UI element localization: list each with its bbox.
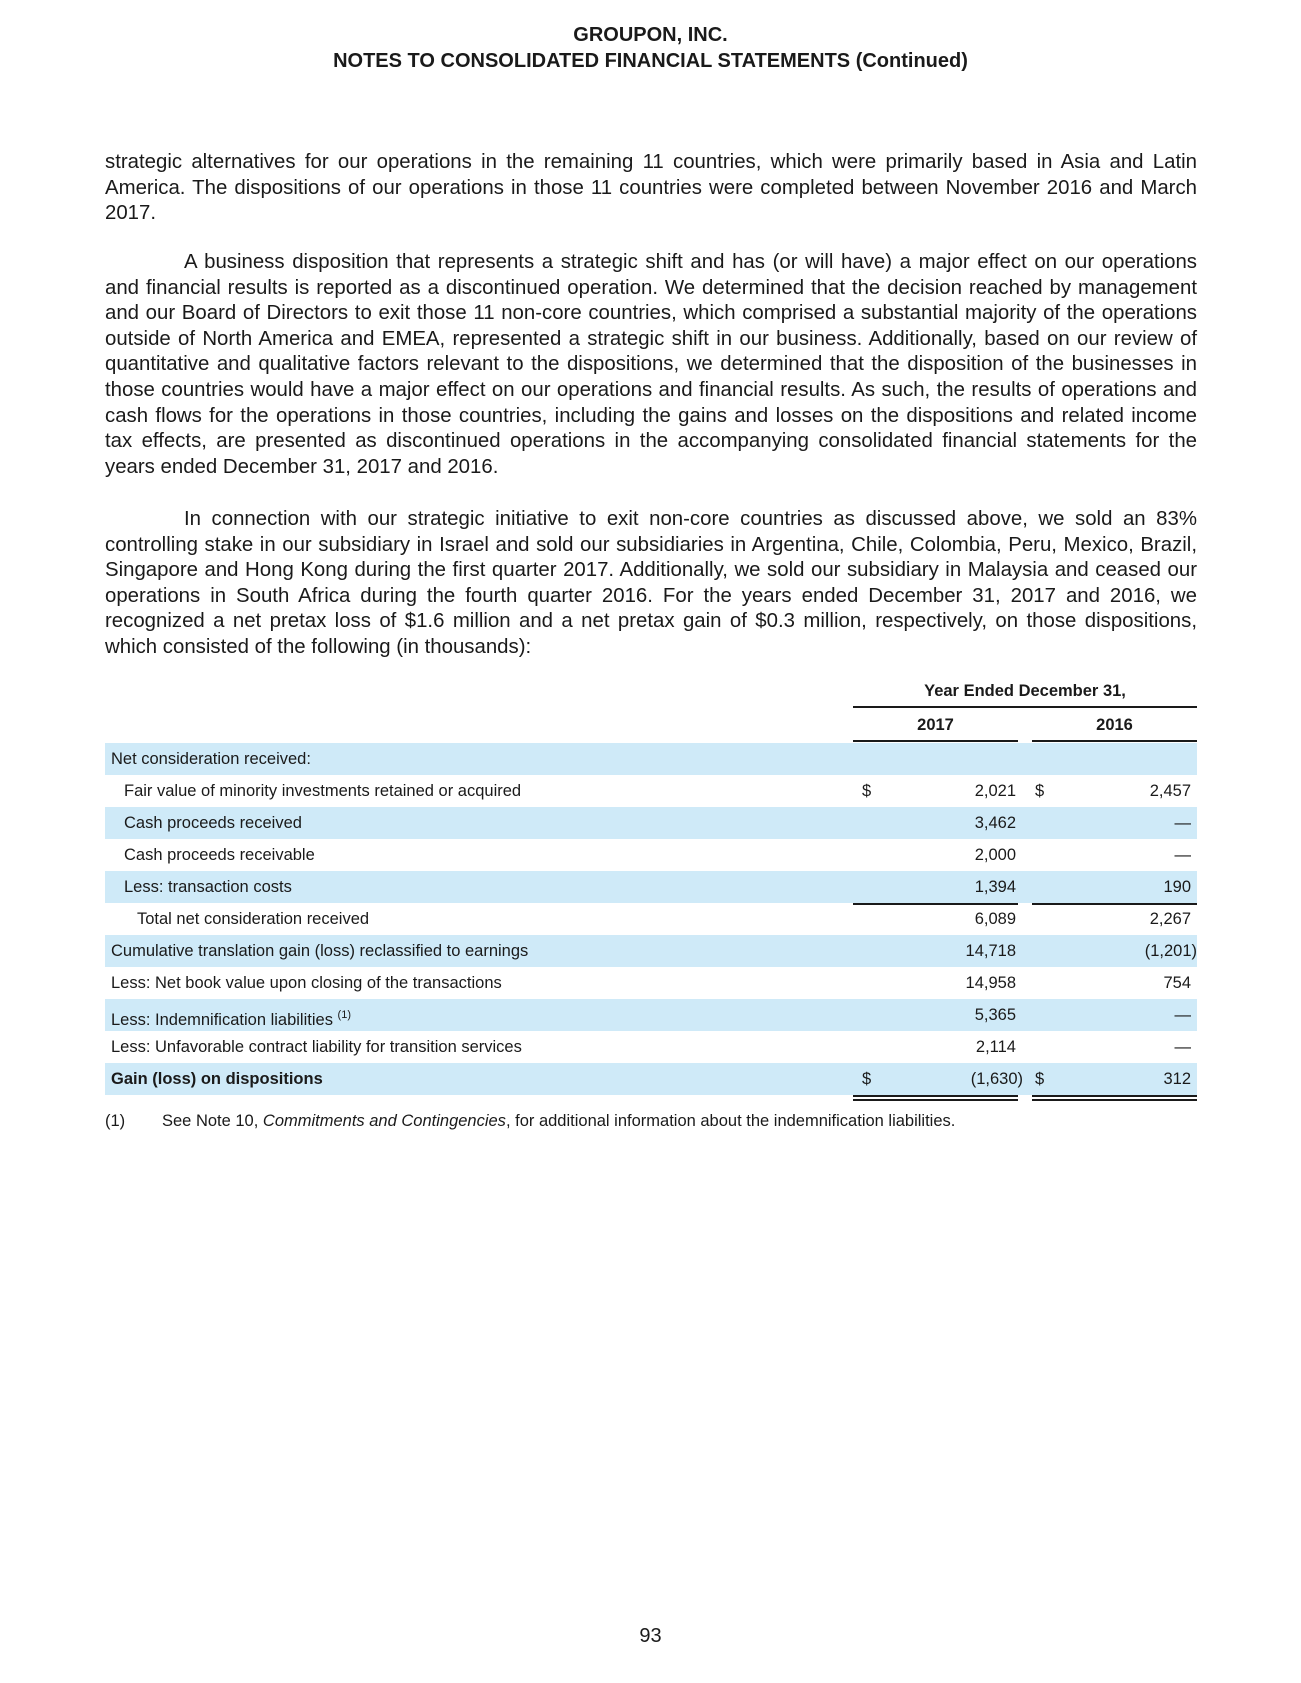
row-label: Less: transaction costs (124, 878, 292, 896)
double-rule (853, 1099, 1018, 1101)
year-header-2016: 2016 (1096, 716, 1133, 734)
row-label: Total net consideration received (137, 910, 370, 928)
value-2017: 2,021 (974, 782, 1016, 800)
double-rule (1032, 1095, 1197, 1097)
year-header-2017: 2017 (917, 716, 954, 734)
paragraph-1: strategic alternatives for our operations in the remaining 11 countries, which were primarily based in Asia and Latin America. The dispositions of our operations in those 11 countries were completed between November 2016 and March 2017. (105, 151, 1197, 225)
row-label: Less: Unfavorable contract liability for transition services (111, 1038, 522, 1056)
table-row (105, 903, 1197, 935)
footnote-italic: Commitments and Contingencies (262, 1112, 506, 1130)
table-row (105, 999, 1197, 1031)
currency-symbol: $ (862, 1070, 872, 1088)
table-row (105, 1063, 1197, 1095)
value-2017: 14,718 (965, 942, 1016, 960)
row-label: Cash proceeds received (124, 814, 302, 832)
value-2017: 2,114 (975, 1038, 1016, 1056)
row-label: Less: Net book value upon closing of the transactions (111, 974, 502, 992)
row-label: Cash proceeds receivable (124, 846, 315, 864)
value-2017: 3,462 (974, 814, 1016, 832)
footnote-ref: (1) (337, 1009, 351, 1021)
currency-symbol: $ (862, 782, 872, 800)
table-row (105, 935, 1197, 967)
period-header: Year Ended December 31, (924, 682, 1126, 700)
double-rule (1032, 1099, 1197, 1101)
page-number: 93 (639, 1625, 662, 1647)
paragraph-2: A business disposition that represents a strategic shift and has (or will have) a major effect on our operations and financial results is reported as a discontinued operation. We determined that the decision reached by management and our Board of Directors to exit those 11 non-core countries, which comprised a substantial majority of the operations outside of North America and EMEA, represented a strategic shift in our business. Additionally, based on our review of quantitative and qualitative factors relevant to the dispositions, we determined that the disposition of the businesses in those countries would have a major effect on our operations and financial results. As such, the results of operations and cash flows for the operations in those countries, including the gains and losses on the dispositions and related income tax effects, are presented as discontinued operations in the accompanying consolidated financial statements for the years ended December 31, 2017 and 2016. (105, 251, 1197, 478)
value-2016: 2,457 (1149, 782, 1191, 800)
footnote-number: (1) (105, 1112, 126, 1130)
company-name: GROUPON, INC. (573, 24, 728, 46)
table-row (105, 743, 1197, 775)
value-2017: (1,630) (970, 1070, 1023, 1088)
value-2017: 6,089 (974, 910, 1016, 928)
row-label: Gain (loss) on dispositions (111, 1070, 323, 1088)
value-2016: — (1174, 1038, 1191, 1056)
table-row (105, 871, 1197, 903)
value-2017: 14,958 (965, 974, 1016, 992)
footnote-text: See Note 10, Commitments and Contingencies, for additional information about the indemnification liabilities. (162, 1112, 956, 1130)
year-rule-2017 (853, 740, 1018, 742)
table-row (105, 807, 1197, 839)
row-label: Cumulative translation gain (loss) reclassified to earnings (111, 942, 529, 960)
value-2016: 312 (1163, 1070, 1191, 1088)
row-label: Fair value of minority investments retained or acquired (124, 782, 522, 800)
value-2016: 190 (1163, 878, 1191, 896)
value-2017: 1,394 (974, 878, 1016, 896)
value-2016: 754 (1163, 974, 1191, 992)
page-header (0, 22, 1301, 74)
value-2017: 2,000 (974, 846, 1016, 864)
double-rule (853, 1095, 1018, 1097)
table-row (105, 967, 1197, 999)
table-row (105, 1031, 1197, 1063)
row-label: Less: Indemnification liabilities $^{(1)}$ (111, 1009, 351, 1029)
value-2016: 2,267 (1149, 910, 1191, 928)
page-title: NOTES TO CONSOLIDATED FINANCIAL STATEMENTS (Continued) (333, 50, 968, 72)
year-rule-2016 (1032, 740, 1197, 742)
paragraph-3: In connection with our strategic initiative to exit non-core countries as discussed above, we sold an 83% controlling stake in our subsidiary in Israel and sold our subsidiaries in Argentina, Chile, Colombia, Peru, Mexico, Brazil, Singapore and Hong Kong during the first quarter 2017. Additionally, we sold our subsidiary in Malaysia and ceased our operations in South Africa during the fourth quarter 2016. For the years ended December 31, 2017 and 2016, we recognized a net pretax loss of $1.6 million and a net pretax gain of $0.3 million, respectively, on those dispositions, which consisted of the following (in thousands): (105, 508, 1197, 658)
value-2017: 5,365 (974, 1006, 1016, 1024)
currency-symbol: $ (1035, 1070, 1045, 1088)
value-2016: — (1174, 846, 1191, 864)
table-body (105, 743, 1197, 1095)
table-row (105, 775, 1197, 807)
currency-symbol: $ (1035, 782, 1045, 800)
value-2016: (1,201) (1144, 942, 1197, 960)
value-2016: — (1174, 1006, 1191, 1024)
value-2016: — (1174, 814, 1191, 832)
table-row (105, 839, 1197, 871)
row-label: Net consideration received: (111, 750, 311, 768)
period-header-rule (853, 706, 1197, 708)
